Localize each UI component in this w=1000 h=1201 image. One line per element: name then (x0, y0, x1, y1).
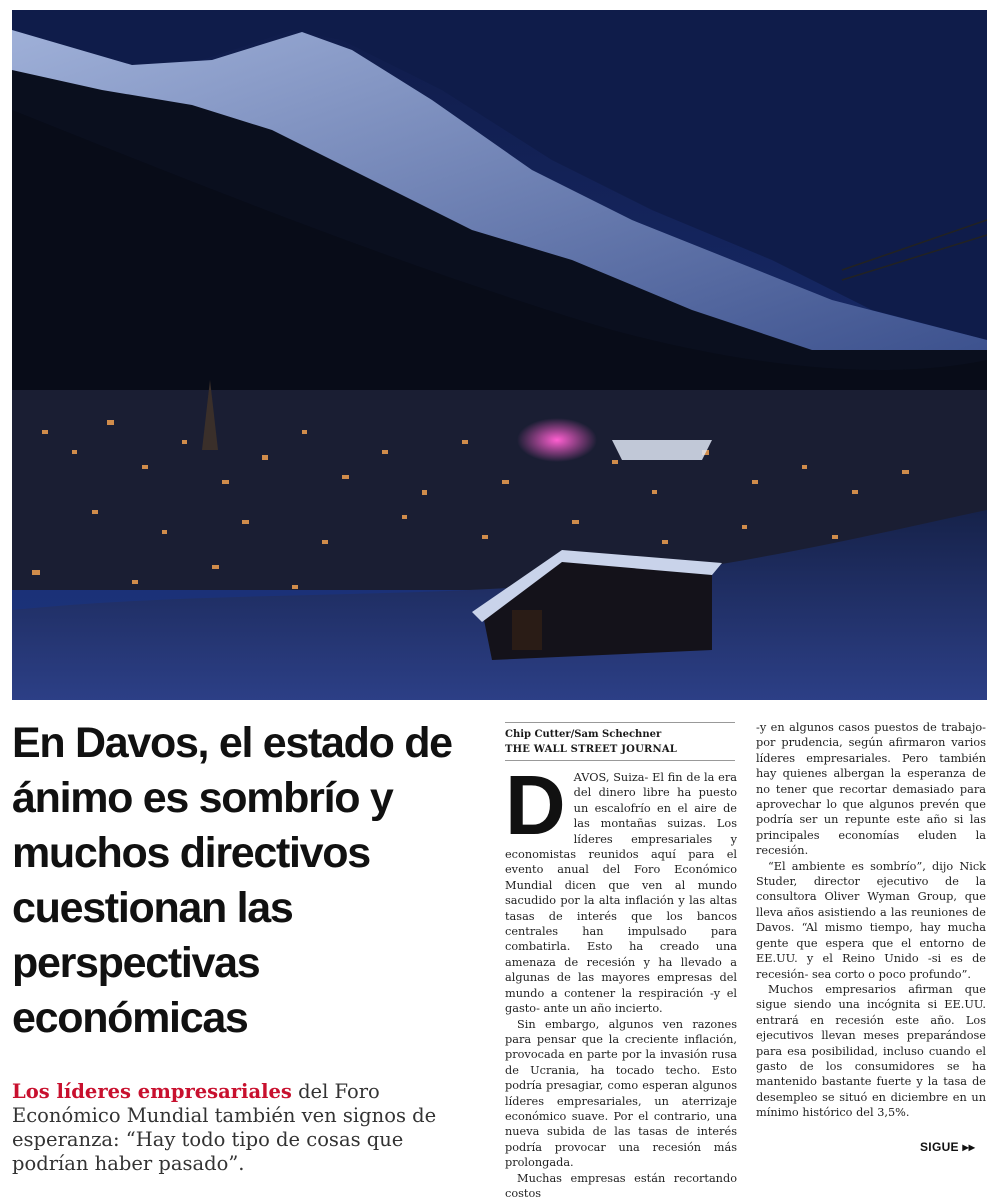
byline-publication: THE WALL STREET JOURNAL (505, 744, 678, 755)
davos-night-photo (12, 10, 987, 700)
paragraph-2: Sin embargo, algunos ven razones para pensar que la creciente inflación, provocada en parte por la invasión rusa de Ucrania, ha tocado techo. Esto podría presagiar, como esperan algunos líderes empresariales, un aterrizaje económico suave. Por el contrario, una nueva subida de las tasas de interés podría provocar una recesión más prolongada. (505, 1017, 737, 1170)
paragraph-3: Muchas empresas están recortando costos (505, 1171, 737, 1200)
paragraph-1-text: AVOS, Suiza- El fin de la era del dinero libre ha puesto un escalofrío en el aire de las montañas suizas. Los líderes empresariales y economistas reunidos aquí para el evento anual del Foro Económico Mundial dicen que ven al mundo sacudido por la alta inflación y las altas tasas de interés que los bancos centrales han impulsado para combatirla. Esto ha creado una amenaza de recesión y ha llevado a algunas de las mayores empresas del mundo a contener la respiración -y el gasto- ante un año incierto. (505, 771, 737, 1016)
dek (12, 1080, 482, 1176)
paragraph-3-continued: -y en algunos casos puestos de trabajo- por prudencia, según afirmaron varios líderes empresariales. Pero también hay quienes albergan la esperanza de no tener que recortar demasiado para aprovechar lo que algunos prevén que podría ser un repunte este año si las principales economías eluden la recesión. (756, 721, 986, 858)
davos-landscape-image (12, 10, 987, 700)
headline: En Davos, el estado de ánimo es sombrío y muchos directivos cuestionan las perspectivas económicas (12, 719, 452, 1042)
article-column-1 (505, 758, 737, 1201)
byline-authors: Chip Cutter/Sam Schechner (505, 729, 662, 740)
paragraph-1 (505, 758, 737, 1017)
continue-marker: SIGUE ▸▸ (920, 1140, 976, 1154)
dropcap: D (505, 758, 566, 852)
dek-rest: del Foro Económico Mundial también ven signos de esperanza: “Hay todo tipo de cosas que podrían haber pasado”. (12, 1080, 437, 1175)
dek-lead: Los líderes empresariales (12, 1080, 292, 1103)
paragraph-5: Muchos empresarios afirman que sigue siendo una incógnita si EE.UU. entrará en recesión este año. Los ejecutivos llevan meses preparándose para esa posibilidad, incluso cuando el gasto de los consumidores se ha mantenido bastante fuerte y la tasa de desempleo se situó en diciembre en un mínimo histórico del 3,5%. (756, 982, 986, 1120)
byline (505, 722, 735, 757)
paragraph-4: “El ambiente es sombrío”, dijo Nick Studer, director ejecutivo de la consultora Oliver Wyman Group, que lleva años asistiendo a las reuniones de Davos. “Al mismo tiempo, hay mucha gente que espera que el entorno de EE.UU. y el Reino Unido -si es de recesión- sea corto o poco profundo”. (756, 859, 986, 981)
article-column-2 (756, 720, 986, 1121)
